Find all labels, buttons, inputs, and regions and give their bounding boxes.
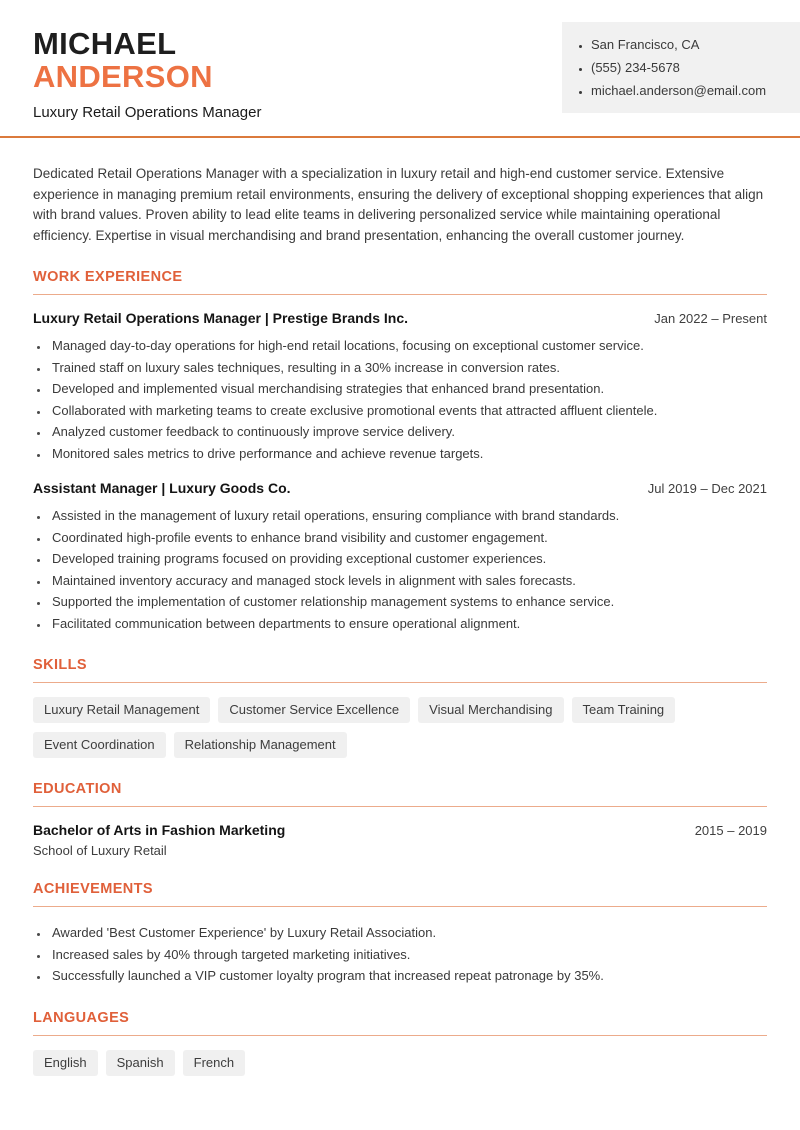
skills-heading: SKILLS [33, 657, 767, 683]
contact-email: • michael.anderson@email.com [591, 79, 790, 102]
job-entry [33, 310, 767, 464]
education-heading: EDUCATION [33, 781, 767, 807]
skill-tag: Team Training [572, 697, 676, 723]
job-bullet: • Assisted in the management of luxury retail operations, ensuring compliance with brand standards. [49, 505, 767, 527]
languages-tag-list [33, 1050, 767, 1076]
achievements-list [33, 922, 767, 987]
contact-card [562, 22, 800, 113]
language-tag: French [183, 1050, 245, 1076]
candidate-first-name: MICHAEL [33, 26, 177, 61]
contact-list [574, 33, 790, 102]
job-bullet: • Monitored sales metrics to drive performance and achieve revenue targets. [49, 443, 767, 465]
job-bullet: • Trained staff on luxury sales techniques, resulting in a 30% increase in conversion rates. [49, 357, 767, 379]
job-bullet: • Collaborated with marketing teams to create exclusive promotional events that attracted affluent clientele. [49, 400, 767, 422]
job-bullet: • Analyzed customer feedback to continuously improve service delivery. [49, 421, 767, 443]
summary-paragraph: Dedicated Retail Operations Manager with a specialization in luxury retail and high-end customer service. Extensive experience in managing premium retail environments, ensuring the delivery of exceptional shopping experiences that align with brand values. Proven ability to lead elite teams in delivering personalized service while maintaining operational efficiency. Expertise in visual merchandising and brand presentation, enhancing the overall customer journey. [33, 166, 764, 243]
achievement-bullet: • Successfully launched a VIP customer loyalty program that increased repeat patronage by 35%. [49, 965, 767, 987]
education-entry [33, 822, 767, 858]
job-dates: Jan 2022 – Present [654, 311, 767, 326]
achievement-bullet: • Awarded 'Best Customer Experience' by Luxury Retail Association. [49, 922, 767, 944]
job-entry [33, 480, 767, 634]
job-dates: Jul 2019 – Dec 2021 [647, 481, 767, 496]
section-languages [33, 1010, 767, 1076]
achievement-bullet: • Increased sales by 40% through targeted marketing initiatives. [49, 944, 767, 966]
header-divider [0, 136, 800, 138]
job-bullet: • Developed and implemented visual merchandising strategies that enhanced brand presentation. [49, 378, 767, 400]
languages-heading: LANGUAGES [33, 1010, 767, 1036]
skill-tag: Relationship Management [174, 732, 347, 758]
section-achievements [33, 881, 767, 987]
candidate-last-name: ANDERSON [33, 59, 213, 94]
job-header [33, 310, 767, 326]
job-bullet-list [33, 505, 767, 634]
job-bullet: • Developed training programs focused on providing exceptional customer experiences. [49, 548, 767, 570]
job-header [33, 480, 767, 496]
work-experience-heading: WORK EXPERIENCE [33, 269, 767, 295]
skills-tag-list [33, 697, 767, 758]
section-education [33, 781, 767, 858]
section-work-experience [33, 269, 767, 634]
language-tag: English [33, 1050, 98, 1076]
education-header [33, 822, 767, 838]
skill-tag: Visual Merchandising [418, 697, 563, 723]
resume-body [0, 164, 800, 1076]
job-bullet: • Maintained inventory accuracy and managed stock levels in alignment with sales forecasts. [49, 570, 767, 592]
education-degree: Bachelor of Arts in Fashion Marketing [33, 822, 286, 838]
achievements-heading: ACHIEVEMENTS [33, 881, 767, 907]
job-bullet: • Supported the implementation of customer relationship management systems to enhance service. [49, 591, 767, 613]
job-bullet: • Managed day-to-day operations for high-end retail locations, focusing on exceptional customer service. [49, 335, 767, 357]
job-title: Luxury Retail Operations Manager | Prestige Brands Inc. [33, 310, 409, 326]
job-title: Assistant Manager | Luxury Goods Co. [33, 480, 291, 496]
skill-tag: Luxury Retail Management [33, 697, 210, 723]
contact-phone: • (555) 234-5678 [591, 56, 790, 79]
job-bullet-list [33, 335, 767, 464]
job-bullet: • Coordinated high-profile events to enhance brand visibility and customer engagement. [49, 527, 767, 549]
candidate-job-title: Luxury Retail Operations Manager [33, 104, 262, 121]
language-tag: Spanish [106, 1050, 175, 1076]
section-skills [33, 657, 767, 758]
skill-tag: Event Coordination [33, 732, 166, 758]
job-bullet: • Facilitated communication between departments to ensure operational alignment. [49, 613, 767, 635]
skill-tag: Customer Service Excellence [218, 697, 410, 723]
education-school: School of Luxury Retail [33, 843, 167, 858]
resume-header [0, 0, 800, 121]
education-dates: 2015 – 2019 [694, 823, 767, 838]
contact-location: • San Francisco, CA [591, 33, 790, 56]
